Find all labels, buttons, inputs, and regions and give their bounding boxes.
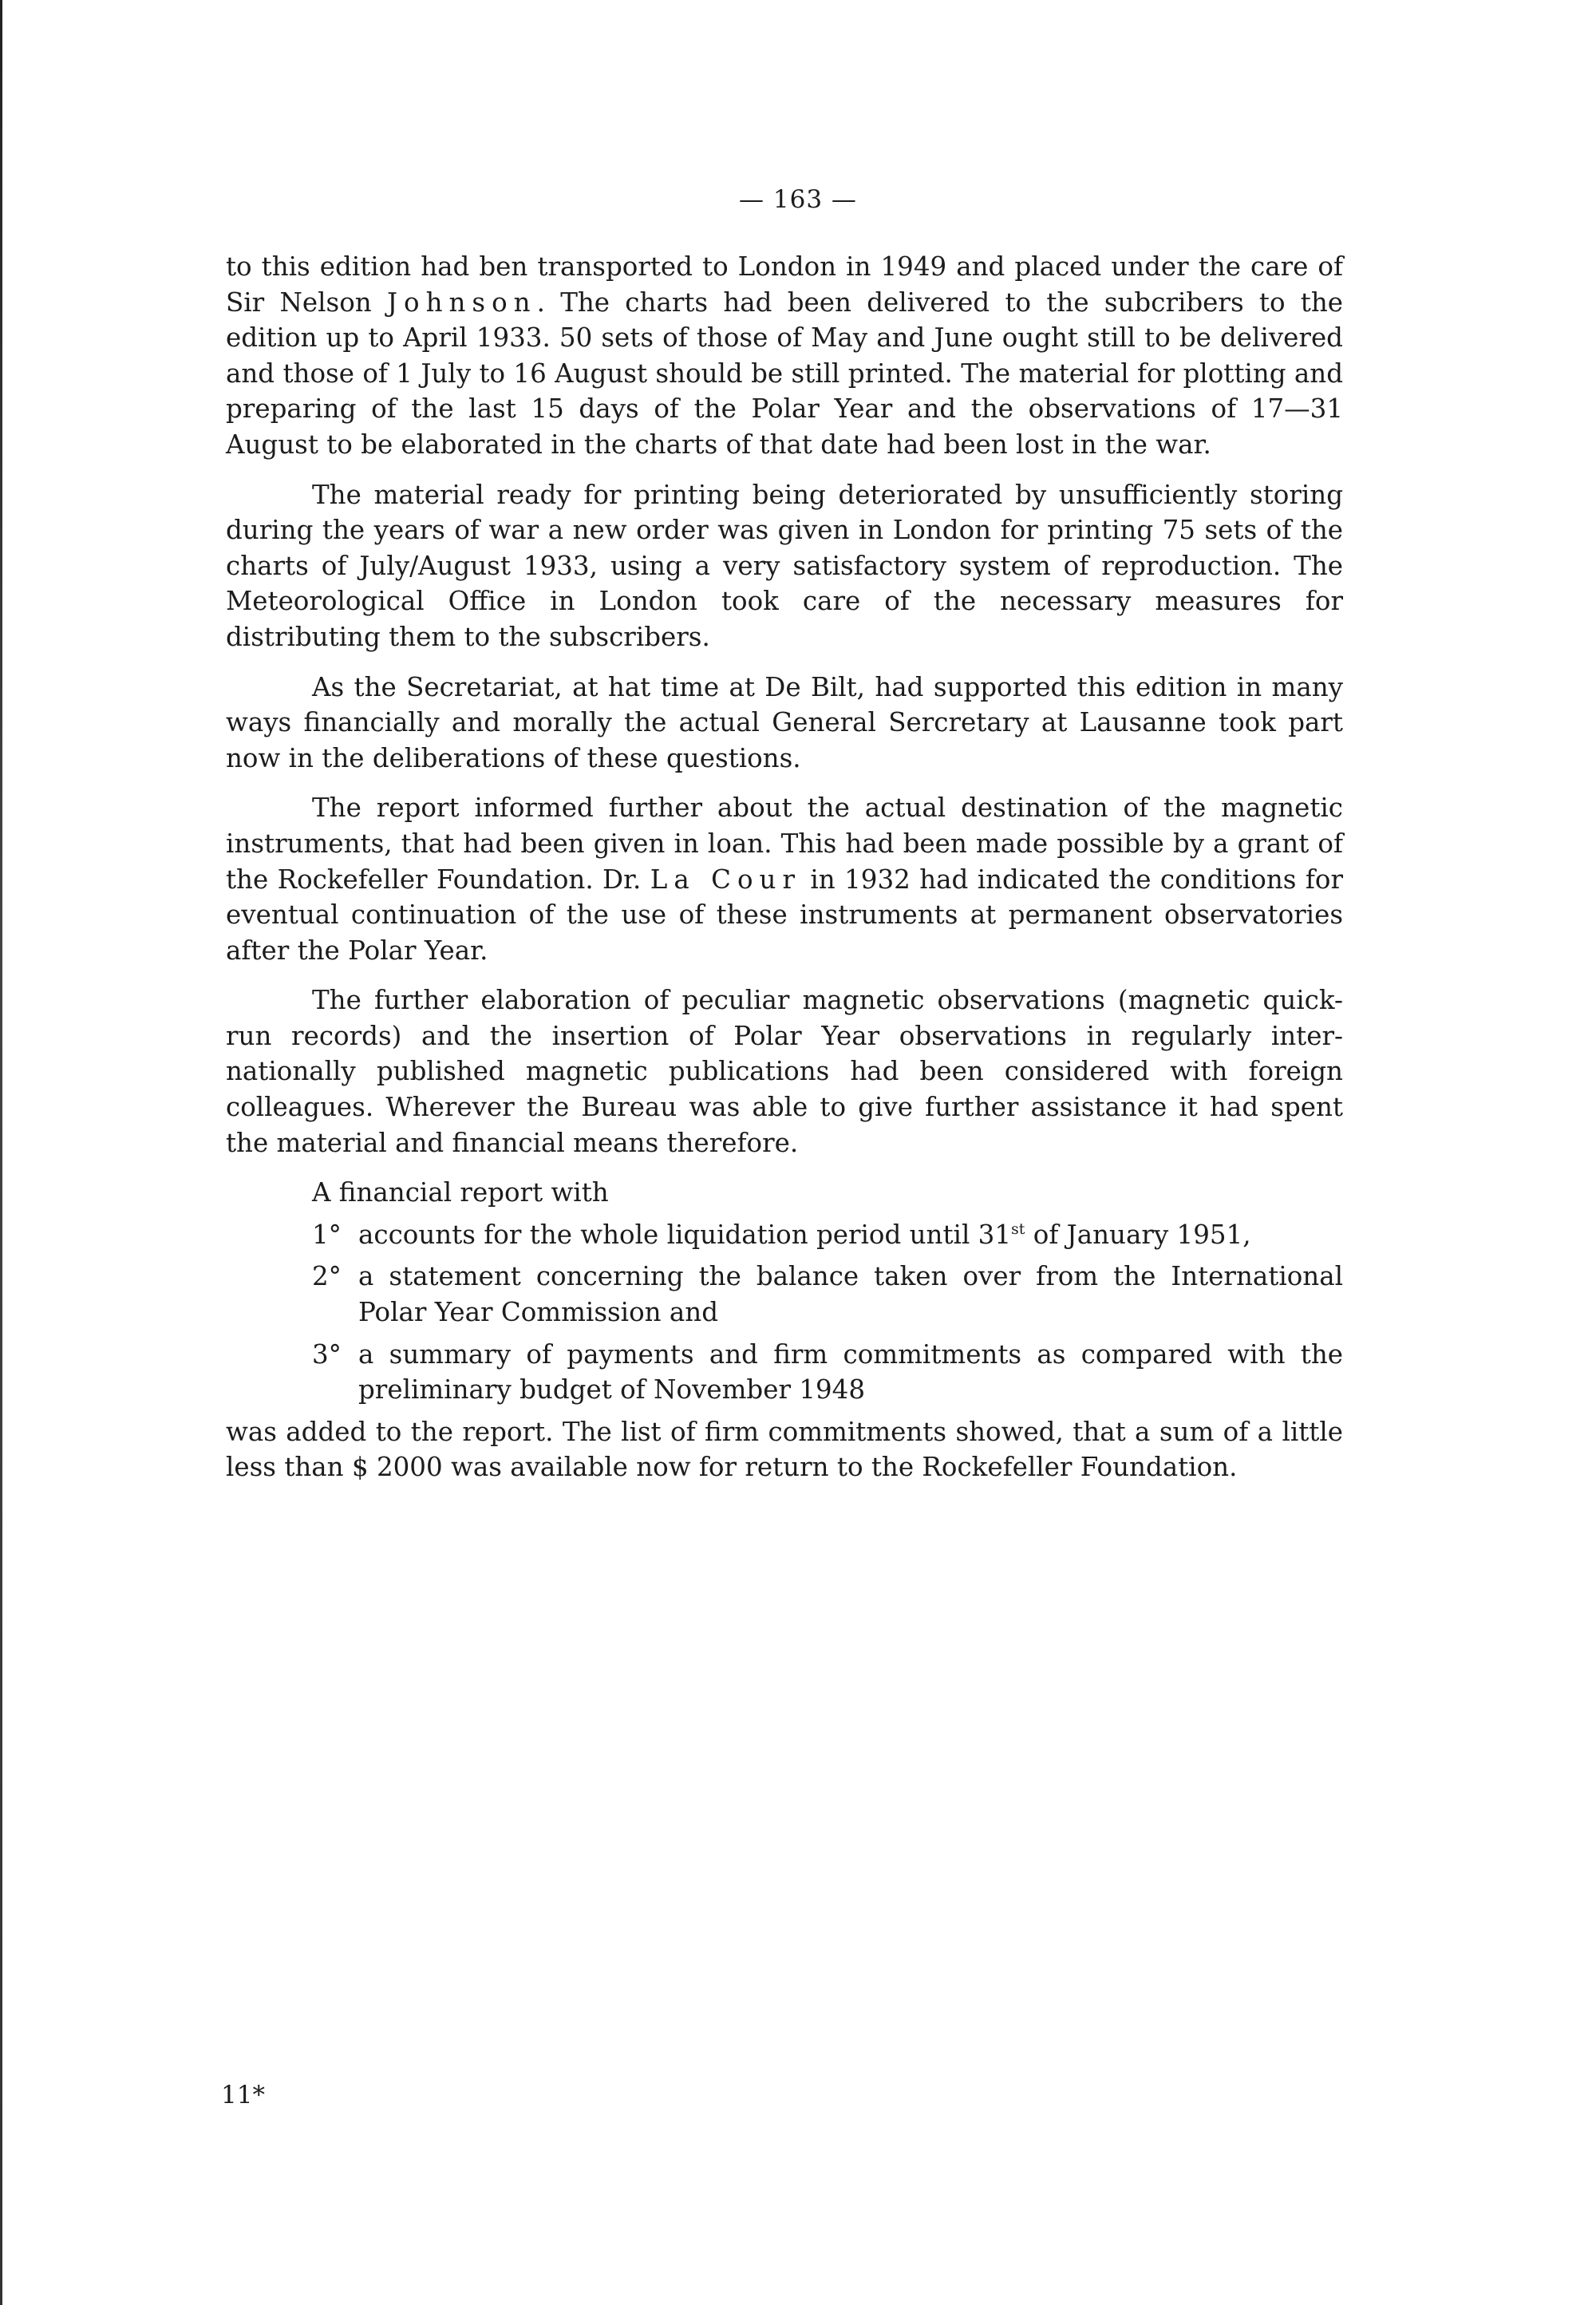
list-item-number: 1° (312, 1219, 342, 1250)
paragraph-1 (226, 249, 1343, 463)
list-item-number: 3° (312, 1338, 342, 1370)
paragraph-4-text-a: The report informed further about the actual destination of the magnetic instruments, that had been given in loan. This had been made possible by a grant of the Rockefeller Foundation. Dr. (226, 793, 1343, 895)
list-item (226, 1259, 1343, 1330)
list-item (226, 1337, 1343, 1408)
page-number: — 163 — (739, 185, 857, 214)
paragraph-4 (226, 790, 1343, 968)
name-la-cour: La Cour (650, 864, 802, 895)
list-item-number: 2° (312, 1261, 342, 1292)
paragraph-2: The material ready for printing being deteriorated by unsufficiently storing during the years of war a new order was given in London for printing 75 sets of the charts of July/August 1933, using a very satisfactory system of reproduction. The Meteorological Office in London took care of the necessary measures for distributing them to the subscribers. (226, 479, 1343, 652)
superscript-st: st (1011, 1220, 1025, 1238)
list-item-text-b: of January 1951, (1025, 1219, 1251, 1250)
list-item (226, 1217, 1343, 1253)
name-johnson: Johnson (386, 287, 537, 318)
body-text (226, 249, 1343, 1500)
closing-paragraph: was added to the report. The list of firm commitments showed, that a sum of a little less than $ 2000 was available now for return to the Rockefeller Foundation. (226, 1416, 1343, 1483)
paragraph-1-text-a: to this edition had ben transported to London in 1949 and placed under the care of Sir Nelson (226, 251, 1343, 318)
paragraph-1-text-b: . The charts had been delivered to the subcribers to the edition up to April 1933. 50 sets of those of May and June ought still to be delivered and those of 1 July to 16 August should be still printed. The material for plotting and preparing of the last 15 days of the Polar Year and the observations of 17—31 August to be elaborated in the charts of that date had been lost in the war. (226, 287, 1343, 460)
list-item-text-a: accounts for the whole liquidation period until 31 (358, 1219, 1012, 1250)
financial-report-intro: A financial report with (312, 1177, 609, 1208)
paragraph-3: As the Secretariat, at hat time at De Bilt, had supported this edition in many ways financially and morally the actual General Sercretary at Lausanne took part now in the deliberations of these questions. (226, 671, 1343, 773)
scan-edge (0, 0, 2, 2305)
list-item-text (358, 1217, 1343, 1253)
paragraph-5: The further elaboration of peculiar magnetic observations (magnetic quick-run records) and the insertion of Polar Year observations in regularly inter-nationally published magnetic publications had been considered with foreign colleagues. Wherever the Bureau was able to give further assistance it had spent the material and financial means therefore. (226, 985, 1343, 1158)
list-item-text: a summary of payments and firm commitments as compared with the preliminary budget of November 1948 (358, 1338, 1343, 1406)
signature-mark: 11* (221, 2081, 265, 2109)
list-item-text: a statement concerning the balance taken over from the International Polar Year Commission and (358, 1261, 1343, 1328)
paragraph-4-text-b: in 1932 had indicated the conditions for eventual continuation of the use of these instruments at permanent observatories after the Polar Year. (226, 864, 1343, 966)
